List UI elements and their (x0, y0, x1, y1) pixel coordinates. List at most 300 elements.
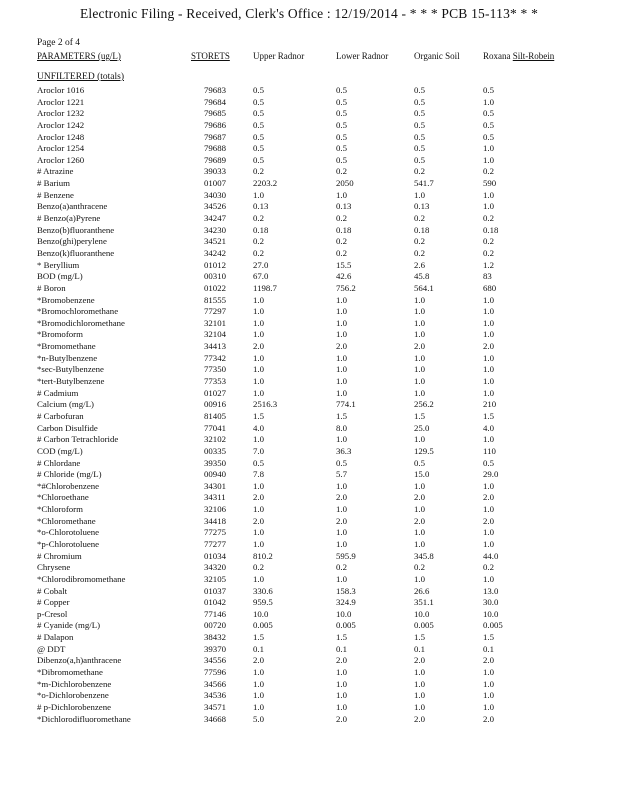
roxana-silt-robein-value: 1.0 (483, 154, 494, 165)
roxana-silt-robein-value: 1.0 (483, 387, 494, 398)
upper-radnor-value: 0.5 (253, 85, 264, 95)
table-row (0, 481, 618, 493)
table-row (0, 166, 618, 178)
organic-soil-value: 2.0 (414, 713, 425, 724)
upper-radnor-value: 2.0 (253, 655, 264, 666)
lower-radnor-value: 2.0 (336, 492, 347, 503)
lower-radnor-value: 1.0 (336, 538, 347, 549)
organic-soil-value: 1.0 (414, 701, 425, 712)
upper-radnor-value: 1.0 (253, 434, 264, 445)
parameter-name: # Cadmium (37, 387, 79, 398)
table-row (0, 132, 618, 144)
parameter-name: * Beryllium (37, 259, 80, 270)
roxana-silt-robein-value: 10.0 (483, 608, 499, 619)
upper-radnor-value: 1.0 (253, 352, 264, 363)
upper-radnor-value: 27.0 (253, 259, 269, 270)
table-row (0, 364, 618, 376)
storet-code: 39033 (204, 166, 226, 177)
roxana-silt-robein-value: 110 (483, 445, 496, 456)
table-row (0, 306, 618, 318)
lower-radnor-value: 0.5 (336, 154, 347, 165)
storet-code: 81555 (204, 294, 226, 305)
roxana-silt-robein-value: 44.0 (483, 550, 499, 561)
roxana-silt-robein-value: 1.0 (483, 573, 494, 584)
lower-radnor-value: 8.0 (336, 422, 347, 433)
lower-radnor-value: 595.9 (336, 550, 356, 561)
lower-radnor-value: 1.5 (336, 632, 347, 643)
storet-code: 32102 (204, 434, 226, 445)
table-row (0, 434, 618, 446)
lower-radnor-value: 0.1 (336, 643, 347, 654)
storet-code: 77350 (204, 364, 226, 375)
upper-radnor-value: 2.0 (253, 515, 264, 526)
lower-radnor-value: 0.5 (336, 119, 347, 130)
roxana-silt-robein-value: 0.1 (483, 643, 494, 654)
storet-code: 34301 (204, 480, 226, 491)
lower-radnor-value: 1.0 (336, 690, 347, 701)
lower-radnor-value: 0.13 (336, 201, 352, 212)
organic-soil-value: 0.13 (414, 201, 430, 212)
lower-radnor-value: 2.0 (336, 341, 347, 352)
upper-radnor-value: 1.0 (253, 387, 264, 398)
organic-soil-value: 2.0 (414, 492, 425, 503)
column-roxana-prefix: Roxana (483, 51, 513, 61)
storet-code: 77146 (204, 608, 226, 619)
organic-soil-value: 1.5 (414, 410, 425, 421)
storet-code: 34668 (204, 713, 226, 724)
lower-radnor-value: 1.0 (336, 294, 347, 305)
table-row (0, 155, 618, 167)
storet-code: 34030 (204, 189, 226, 200)
lower-radnor-value: 2.0 (336, 713, 347, 724)
upper-radnor-value: 0.5 (253, 96, 264, 107)
parameter-name: # Carbofuran (37, 410, 84, 421)
upper-radnor-value: 0.5 (253, 457, 264, 468)
table-row (0, 714, 618, 726)
roxana-silt-robein-value: 1.2 (483, 259, 494, 270)
organic-soil-value: 0.5 (414, 154, 425, 165)
table-row (0, 295, 618, 307)
table-row (0, 225, 618, 237)
lower-radnor-value: 0.5 (336, 143, 347, 154)
parameter-name: # Cyanide (mg/L) (37, 620, 101, 631)
table-row (0, 388, 618, 400)
table-row (0, 353, 618, 365)
upper-radnor-value: 959.5 (253, 597, 273, 608)
storet-code: 34418 (204, 515, 226, 526)
parameter-name: *Chloromethane (37, 515, 96, 526)
organic-soil-value: 256.2 (414, 399, 434, 410)
lower-radnor-value: 0.5 (336, 131, 347, 142)
roxana-silt-robein-value: 1.0 (483, 294, 494, 305)
lower-radnor-value: 1.0 (336, 480, 347, 491)
roxana-silt-robein-value: 680 (483, 282, 497, 293)
upper-radnor-value: 0.5 (253, 131, 264, 142)
parameter-name: Calcium (mg/L) (37, 399, 94, 410)
lower-radnor-value: 15.5 (336, 259, 352, 270)
lower-radnor-value: 0.5 (336, 108, 347, 119)
parameter-name: # Chloride (mg/L) (37, 469, 102, 480)
organic-soil-value: 1.0 (414, 189, 425, 200)
parameter-name: # p-Dichlorobenzene (37, 701, 112, 712)
parameter-name: Aroclor 1248 (37, 131, 85, 142)
roxana-silt-robein-value: 1.0 (483, 189, 494, 200)
upper-radnor-value: 330.6 (253, 585, 273, 596)
column-roxana-underlined: Silt-Robein (512, 51, 555, 61)
upper-radnor-value: 1.0 (253, 294, 264, 305)
organic-soil-value: 1.0 (414, 667, 425, 678)
parameter-name: # Chromium (37, 550, 82, 561)
lower-radnor-value: 1.0 (336, 306, 347, 317)
parameter-name: *sec-Butylbenzene (37, 364, 104, 375)
parameter-name: Aroclor 1232 (37, 108, 85, 119)
parameter-name: # Cobalt (37, 585, 68, 596)
lower-radnor-value: 0.18 (336, 224, 352, 235)
roxana-silt-robein-value: 0.2 (483, 247, 494, 258)
upper-radnor-value: 0.2 (253, 247, 264, 258)
storet-code: 77342 (204, 352, 226, 363)
upper-radnor-value: 7.0 (253, 445, 264, 456)
organic-soil-value: 129.5 (414, 445, 434, 456)
table-row (0, 690, 618, 702)
lower-radnor-value: 1.0 (336, 352, 347, 363)
table-row (0, 318, 618, 330)
organic-soil-value: 45.8 (414, 271, 430, 282)
organic-soil-value: 1.0 (414, 306, 425, 317)
roxana-silt-robein-value: 0.2 (483, 236, 494, 247)
storet-code: 34413 (204, 341, 226, 352)
roxana-silt-robein-value: 1.5 (483, 410, 494, 421)
roxana-silt-robein-value: 1.0 (483, 352, 494, 363)
lower-radnor-value: 1.0 (336, 573, 347, 584)
parameter-name: # Benzo(a)Pyrene (37, 213, 101, 224)
organic-soil-value: 1.0 (414, 504, 425, 515)
organic-soil-value: 0.2 (414, 236, 425, 247)
storet-code: 77297 (204, 306, 226, 317)
storet-code: 32104 (204, 329, 226, 340)
storet-code: 79686 (204, 119, 226, 130)
lower-radnor-value: 2.0 (336, 515, 347, 526)
organic-soil-value: 1.0 (414, 376, 425, 387)
roxana-silt-robein-value: 13.0 (483, 585, 499, 596)
organic-soil-value: 1.0 (414, 573, 425, 584)
storet-code: 34526 (204, 201, 226, 212)
upper-radnor-value: 0.2 (253, 166, 264, 177)
lower-radnor-value: 0.5 (336, 457, 347, 468)
lower-radnor-value: 1.0 (336, 317, 347, 328)
lower-radnor-value: 1.0 (336, 667, 347, 678)
roxana-silt-robein-value: 1.0 (483, 678, 494, 689)
organic-soil-value: 0.5 (414, 143, 425, 154)
storet-code: 79684 (204, 96, 226, 107)
storet-code: 01027 (204, 387, 226, 398)
lower-radnor-value: 1.0 (336, 701, 347, 712)
organic-soil-value: 1.0 (414, 364, 425, 375)
organic-soil-value: 0.2 (414, 213, 425, 224)
roxana-silt-robein-value: 590 (483, 178, 497, 189)
organic-soil-value: 0.5 (414, 108, 425, 119)
storet-code: 00940 (204, 469, 226, 480)
table-row (0, 143, 618, 155)
roxana-silt-robein-value: 0.2 (483, 213, 494, 224)
roxana-silt-robein-value: 0.5 (483, 119, 494, 130)
table-row (0, 411, 618, 423)
storet-code: 01034 (204, 550, 226, 561)
lower-radnor-value: 774.1 (336, 399, 356, 410)
storet-code: 34556 (204, 655, 226, 666)
lower-radnor-value: 1.0 (336, 329, 347, 340)
roxana-silt-robein-value: 2.0 (483, 655, 494, 666)
roxana-silt-robein-value: 1.0 (483, 364, 494, 375)
roxana-silt-robein-value: 1.0 (483, 306, 494, 317)
roxana-silt-robein-value: 2.0 (483, 341, 494, 352)
roxana-silt-robein-value: 2.0 (483, 492, 494, 503)
roxana-silt-robein-value: 2.0 (483, 515, 494, 526)
table-row (0, 644, 618, 656)
upper-radnor-value: 0.2 (253, 562, 264, 573)
storet-code: 01037 (204, 585, 226, 596)
parameter-name: *Chloroform (37, 504, 83, 515)
organic-soil-value: 564.1 (414, 282, 434, 293)
organic-soil-value: 1.0 (414, 317, 425, 328)
organic-soil-value: 1.0 (414, 480, 425, 491)
upper-radnor-value: 1.0 (253, 690, 264, 701)
upper-radnor-value: 1.5 (253, 410, 264, 421)
table-row (0, 399, 618, 411)
parameter-name: Benzo(ghi)perylene (37, 236, 107, 247)
organic-soil-value: 1.0 (414, 538, 425, 549)
parameter-name: *n-Butylbenzene (37, 352, 98, 363)
organic-soil-value: 0.18 (414, 224, 430, 235)
organic-soil-value: 0.5 (414, 96, 425, 107)
roxana-silt-robein-value: 210 (483, 399, 497, 410)
lower-radnor-value: 0.5 (336, 85, 347, 95)
lower-radnor-value: 0.2 (336, 562, 347, 573)
upper-radnor-value: 1.0 (253, 317, 264, 328)
table-row (0, 329, 618, 341)
parameter-name: # Boron (37, 282, 66, 293)
table-row (0, 248, 618, 260)
organic-soil-value: 1.0 (414, 690, 425, 701)
storet-code: 81405 (204, 410, 226, 421)
storet-code: 00916 (204, 399, 226, 410)
parameter-name: Benzo(b)fluoranthene (37, 224, 115, 235)
storet-code: 77353 (204, 376, 226, 387)
roxana-silt-robein-value: 1.0 (483, 667, 494, 678)
organic-soil-value: 15.0 (414, 469, 430, 480)
storet-code: 39370 (204, 643, 226, 654)
lower-radnor-value: 158.3 (336, 585, 356, 596)
storet-code: 00335 (204, 445, 226, 456)
upper-radnor-value: 1.0 (253, 573, 264, 584)
organic-soil-value: 351.1 (414, 597, 434, 608)
storet-code: 32106 (204, 504, 226, 515)
column-roxana-silt-robein (483, 51, 554, 61)
roxana-silt-robein-value: 1.0 (483, 527, 494, 538)
roxana-silt-robein-value: 0.18 (483, 224, 499, 235)
upper-radnor-value: 7.8 (253, 469, 264, 480)
table-row (0, 527, 618, 539)
filing-header: Electronic Filing - Received, Clerk's Office : 12/19/2014 - * * * PCB 15-113* * * (79, 6, 539, 21)
table-row (0, 213, 618, 225)
upper-radnor-value: 1.0 (253, 538, 264, 549)
storet-code: 39350 (204, 457, 226, 468)
upper-radnor-value: 2203.2 (253, 178, 278, 189)
parameter-name: Aroclor 1221 (37, 96, 85, 107)
upper-radnor-value: 1.0 (253, 329, 264, 340)
column-lower-radnor: Lower Radnor (336, 51, 389, 61)
roxana-silt-robein-value: 0.2 (483, 166, 494, 177)
upper-radnor-value: 5.0 (253, 713, 264, 724)
parameter-name: *p-Chlorotoluene (37, 538, 100, 549)
parameter-name: # Benzene (37, 189, 74, 200)
roxana-silt-robein-value: 0.5 (483, 108, 494, 119)
roxana-silt-robein-value: 1.0 (483, 701, 494, 712)
upper-radnor-value: 1.0 (253, 376, 264, 387)
storet-code: 32105 (204, 573, 226, 584)
parameter-name: Benzo(k)fluoranthene (37, 247, 115, 258)
storet-code: 79689 (204, 154, 226, 165)
parameter-name: Chrysene (37, 562, 71, 573)
upper-radnor-value: 1.0 (253, 189, 264, 200)
storet-code: 34242 (204, 247, 226, 258)
table-row (0, 679, 618, 691)
parameter-name: *tert-Butylbenzene (37, 376, 105, 387)
roxana-silt-robein-value: 0.2 (483, 562, 494, 573)
organic-soil-value: 25.0 (414, 422, 430, 433)
organic-soil-value: 1.0 (414, 678, 425, 689)
lower-radnor-value: 1.0 (336, 376, 347, 387)
table-row (0, 201, 618, 213)
upper-radnor-value: 1.5 (253, 632, 264, 643)
upper-radnor-value: 0.13 (253, 201, 269, 212)
table-row (0, 271, 618, 283)
table-row (0, 446, 618, 458)
parameter-name: *o-Dichlorobenzene (37, 690, 109, 701)
upper-radnor-value: 0.5 (253, 143, 264, 154)
organic-soil-value: 2.0 (414, 655, 425, 666)
table-row (0, 504, 618, 516)
table-row (0, 562, 618, 574)
parameter-name: *Bromoform (37, 329, 83, 340)
parameter-name: # Chlordane (37, 457, 81, 468)
organic-soil-value: 1.0 (414, 527, 425, 538)
upper-radnor-value: 0.5 (253, 119, 264, 130)
upper-radnor-value: 10.0 (253, 608, 269, 619)
storet-code: 34311 (204, 492, 226, 503)
lower-radnor-value: 1.0 (336, 678, 347, 689)
upper-radnor-value: 1198.7 (253, 282, 277, 293)
organic-soil-value: 0.5 (414, 457, 425, 468)
storet-code: 38432 (204, 632, 226, 643)
lower-radnor-value: 0.2 (336, 213, 347, 224)
upper-radnor-value: 0.1 (253, 643, 264, 654)
lower-radnor-value: 1.0 (336, 504, 347, 515)
upper-radnor-value: 1.0 (253, 527, 264, 538)
parameter-name: COD (mg/L) (37, 445, 83, 456)
parameter-name: *Dichlorodifluoromethane (37, 713, 131, 724)
lower-radnor-value: 0.005 (336, 620, 356, 631)
parameter-name: Dibenzo(a,h)anthracene (37, 655, 122, 666)
upper-radnor-value: 1.0 (253, 667, 264, 678)
table-row (0, 376, 618, 388)
table-row (0, 574, 618, 586)
table-row (0, 190, 618, 202)
storet-code: 77275 (204, 527, 226, 538)
parameter-name: *Chloroethane (37, 492, 89, 503)
parameter-name: BOD (mg/L) (37, 271, 83, 282)
table-row (0, 260, 618, 272)
upper-radnor-value: 1.0 (253, 480, 264, 491)
upper-radnor-value: 2.0 (253, 341, 264, 352)
storet-code: 34247 (204, 213, 226, 224)
organic-soil-value: 0.5 (414, 85, 425, 95)
roxana-silt-robein-value: 1.0 (483, 434, 494, 445)
storet-code: 79687 (204, 131, 226, 142)
column-parameters: PARAMETERS (ug/L) (37, 51, 121, 61)
lower-radnor-value: 10.0 (336, 608, 352, 619)
table-row (0, 597, 618, 609)
parameter-name: Benzo(a)anthracene (37, 201, 108, 212)
lower-radnor-value: 1.5 (336, 410, 347, 421)
parameter-name: Aroclor 1260 (37, 154, 85, 165)
section-title: UNFILTERED (totals) (37, 72, 124, 82)
table-row (0, 97, 618, 109)
roxana-silt-robein-value: 1.5 (483, 632, 494, 643)
organic-soil-value: 0.5 (414, 119, 425, 130)
organic-soil-value: 0.1 (414, 643, 425, 654)
parameter-name: Aroclor 1242 (37, 119, 85, 130)
table-row (0, 108, 618, 120)
roxana-silt-robein-value: 1.0 (483, 480, 494, 491)
column-header-row (0, 51, 618, 63)
parameter-name: # Atrazine (37, 166, 74, 177)
lower-radnor-value: 1.0 (336, 387, 347, 398)
lower-radnor-value: 756.2 (336, 282, 356, 293)
table-row (0, 655, 618, 667)
organic-soil-value: 1.0 (414, 434, 425, 445)
upper-radnor-value: 1.0 (253, 504, 264, 515)
upper-radnor-value: 2.0 (253, 492, 264, 503)
lower-radnor-value: 5.7 (336, 469, 347, 480)
upper-radnor-value: 0.005 (253, 620, 273, 631)
storet-code: 34571 (204, 701, 226, 712)
organic-soil-value: 541.7 (414, 178, 434, 189)
storet-code: 34536 (204, 690, 226, 701)
storet-code: 34566 (204, 678, 226, 689)
roxana-silt-robein-value: 0.5 (483, 457, 494, 468)
organic-soil-value: 10.0 (414, 608, 430, 619)
upper-radnor-value: 67.0 (253, 271, 269, 282)
storet-code: 00720 (204, 620, 226, 631)
roxana-silt-robein-value: 1.0 (483, 96, 494, 107)
column-storets: STORETS (191, 51, 230, 61)
organic-soil-value: 26.6 (414, 585, 430, 596)
lower-radnor-value: 2050 (336, 178, 354, 189)
table-row (0, 586, 618, 598)
parameter-name: *o-Chlorotoluene (37, 527, 100, 538)
upper-radnor-value: 810.2 (253, 550, 273, 561)
storet-code: 34521 (204, 236, 226, 247)
roxana-silt-robein-value: 1.0 (483, 317, 494, 328)
lower-radnor-value: 0.2 (336, 236, 347, 247)
lower-radnor-value: 1.0 (336, 527, 347, 538)
roxana-silt-robein-value: 4.0 (483, 422, 494, 433)
storet-code: 79688 (204, 143, 226, 154)
roxana-silt-robein-value: 0.5 (483, 85, 494, 95)
storet-code: 34230 (204, 224, 226, 235)
organic-soil-value: 1.0 (414, 294, 425, 305)
